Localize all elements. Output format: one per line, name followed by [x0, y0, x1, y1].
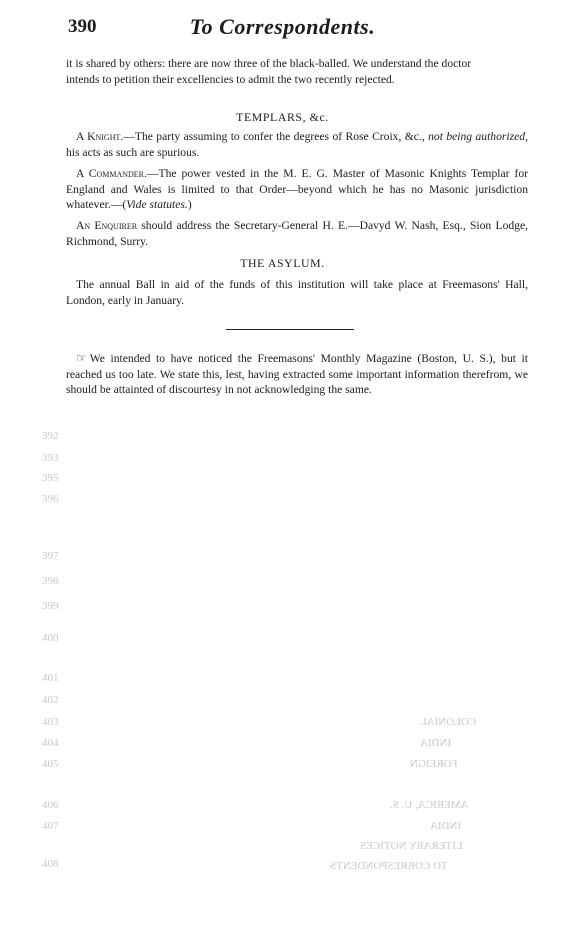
intro-line-1: it is shared by others: there are now three of the black-balled. We understand the doctor: [66, 57, 472, 70]
notice-paragraph: [66, 351, 528, 398]
knight-italic: not being authorized,: [428, 130, 528, 143]
commander-italic: Vide statutes.: [126, 198, 188, 211]
intro-line-2: intends to petition their excellencies to admit the two recently rejected.: [66, 72, 395, 86]
ghost-number: 398: [42, 575, 59, 587]
commander-text: —The power vested in the M. E. G. Master of Masonic Knights Templar for England and Wales is limited to that Order—beyond which he has no Masonic jurisdiction whatever.—(: [66, 167, 528, 211]
asylum-paragraph: The annual Ball in aid of the funds of this institution will take place at Freemasons' Hall, London, early in January.: [66, 278, 528, 307]
ghost-number: 392: [42, 430, 59, 442]
enquirer-paragraph: [66, 218, 528, 249]
page-number: 390: [68, 16, 97, 37]
ghost-number: 399: [42, 600, 59, 612]
page-header: [0, 14, 565, 46]
pointing-hand-icon: ☞: [76, 351, 87, 365]
commander-tail: ): [187, 198, 192, 211]
knight-text: —The party assuming to confer the degrees of Rose Croix, &c.,: [123, 130, 429, 143]
ghost-word: INDIA: [420, 737, 452, 749]
ghost-word: FOREIGN: [410, 758, 458, 770]
ghost-number: 400: [42, 632, 59, 644]
ghost-number: 404: [42, 737, 59, 749]
ghost-number: 393: [42, 452, 59, 464]
ghost-number: 408: [42, 858, 59, 870]
knight-tail: his acts as such are spurious.: [66, 145, 200, 159]
ghost-word: COLONIAL: [420, 716, 477, 728]
ghost-number: 405: [42, 758, 59, 770]
ghost-number: 396: [42, 493, 59, 505]
notice-text: We intended to have noticed the Freemasons' Monthly Magazine (Boston, U. S.), but it reached us too late. We state this, lest, having extracted some important information therefrom, we should be attainted of discourtesy in not acknowledging the same.: [66, 352, 528, 396]
running-head: To Correspondents.: [189, 14, 376, 39]
ghost-word: AMERICA, U. S.: [390, 799, 469, 811]
asylum-heading: THE ASYLUM.: [240, 256, 325, 270]
ghost-number: 407: [42, 820, 59, 832]
ghost-number: 402: [42, 694, 59, 706]
ghost-number: 397: [42, 550, 59, 562]
ghost-number: 401: [42, 672, 59, 684]
ghost-word: TO CORRESPONDENTS: [330, 860, 448, 872]
templars-heading: TEMPLARS, &c.: [236, 110, 329, 124]
enquirer-lead: An Enquirer: [76, 219, 138, 232]
ghost-word: INDIA: [430, 820, 462, 832]
enquirer-text: should address the Secretary-General H. E.—Davyd W. Nash, Esq., Sion Lodge, Richmond, Surry.: [66, 219, 528, 248]
knight-paragraph: [66, 129, 528, 160]
ghost-number: 406: [42, 799, 59, 811]
commander-lead: A Commander.: [76, 167, 147, 180]
ghost-word: LITERARY NOTICES: [360, 840, 463, 852]
knight-lead: A Knight.: [76, 130, 124, 143]
commander-paragraph: [66, 166, 528, 213]
ghost-number: 395: [42, 472, 59, 484]
ghost-number: 403: [42, 716, 59, 728]
section-divider: [226, 329, 354, 330]
intro-paragraph: [66, 56, 528, 87]
